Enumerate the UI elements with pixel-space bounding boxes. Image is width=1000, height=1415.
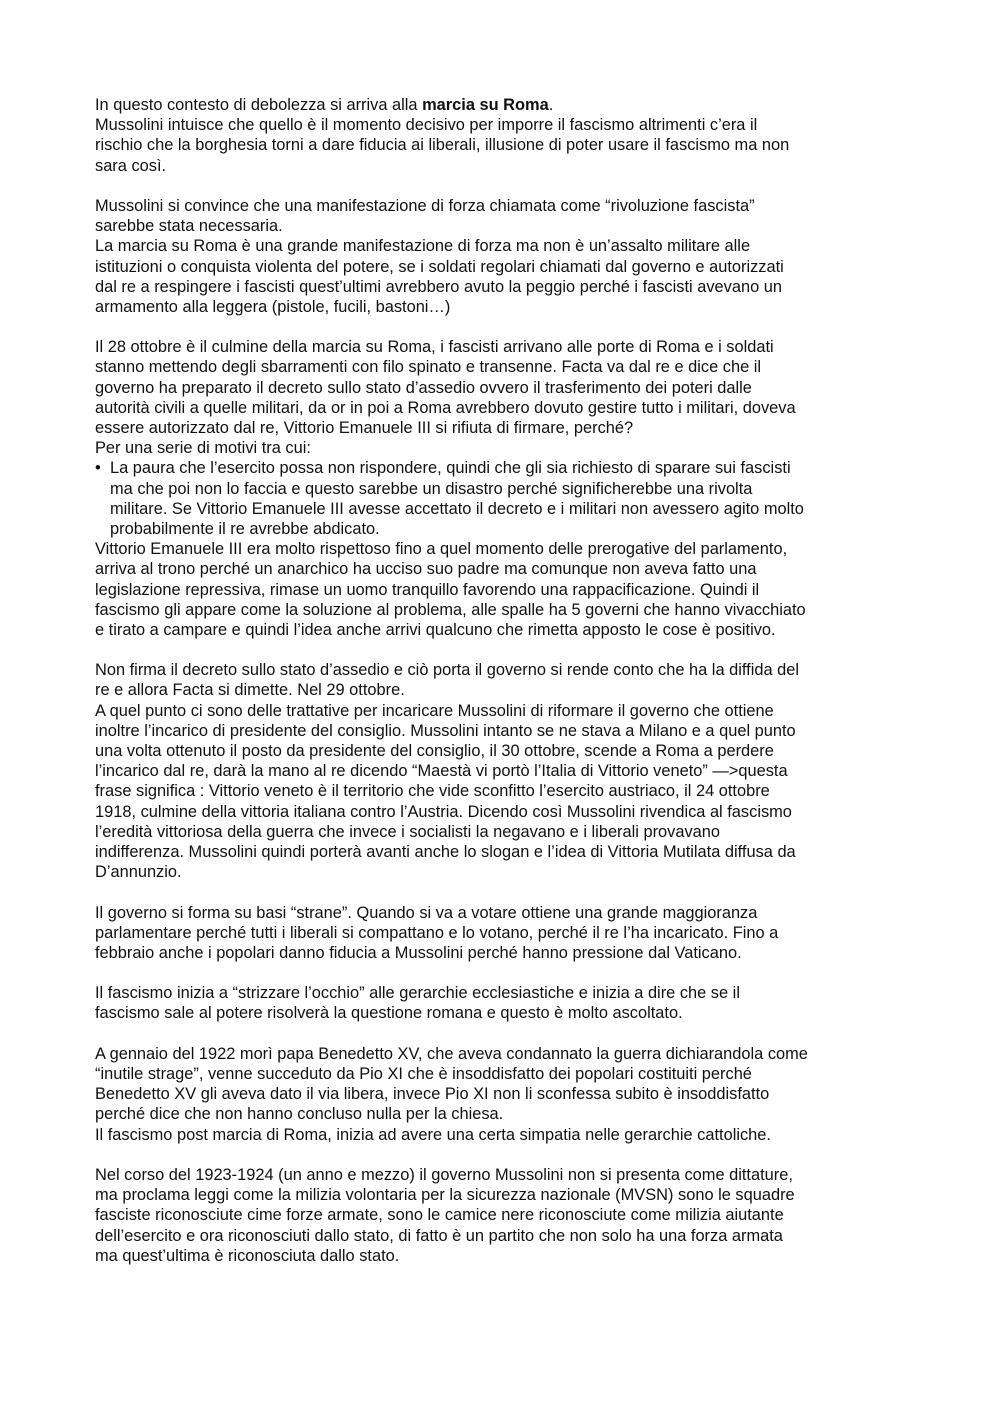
line-text: autorità civili a quelle militari, da or in poi a Roma avrebbero dovuto gestire tutto i militari, doveva (95, 398, 796, 417)
text-line (95, 701, 910, 721)
text-line (95, 1165, 910, 1185)
bullet-continuation-line (95, 519, 910, 539)
line-text: A gennaio del 1922 morì papa Benedetto XV, che aveva condannato la guerra dichiarandola come (95, 1044, 808, 1063)
text-line (95, 559, 910, 579)
text-line (95, 680, 910, 700)
text-line (95, 115, 910, 135)
line-text: Nel corso del 1923-1924 (un anno e mezzo) il governo Mussolini non si presenta come dittature, (95, 1165, 793, 1184)
blank-line (95, 963, 910, 983)
line-text: Vittorio Emanuele III era molto rispettoso fino a quel momento delle prerogative del parlamento, (95, 540, 788, 559)
text-line (95, 196, 910, 216)
text-line (95, 378, 910, 398)
line-text: La paura che l’esercito possa non rispondere, quindi che gli sia richiesto di sparare sui fascisti (110, 459, 791, 478)
line-text: Il fascismo inizia a “strizzare l’occhio” alle gerarchie ecclesiastiche e inizia a dire che se il (95, 984, 740, 1003)
text-line (95, 822, 910, 842)
text-line (95, 257, 910, 277)
line-text: fascismo sale al potere risolverà la questione romana e questo è molto ascoltato. (95, 1004, 683, 1023)
blank-line (95, 1145, 910, 1165)
line-text: fascismo gli appare come la soluzione al problema, alle spalle ha 5 governi che hanno vivacchiato (95, 600, 806, 619)
text-line (95, 1104, 910, 1124)
text-line (95, 842, 910, 862)
line-text: ma che poi non lo faccia e questo sarebbe un disastro perché significherebbe una rivolta (110, 479, 753, 498)
text-line (95, 802, 910, 822)
text-line (95, 1246, 910, 1266)
text-line (95, 1084, 910, 1104)
text-line (95, 1064, 910, 1084)
line-text: Il governo si forma su basi “strane”. Quando si va a votare ottiene una grande maggioranza (95, 903, 758, 922)
line-text: Non firma il decreto sullo stato d’assedio e ciò porta il governo si rende conto che ha la diffida del (95, 661, 799, 680)
line-text: Mussolini intuisce che quello è il momento decisivo per imporre il fascismo altrimenti c’era il (95, 116, 758, 135)
text-line (95, 1003, 910, 1023)
line-text: inoltre l’incarico di presidente del consiglio. Mussolini intanto se ne stava a Milano e a quel punto (95, 721, 796, 740)
line-text: perché dice che non hanno concluso nulla per la chiesa. (95, 1105, 504, 1124)
bullet-continuation-line (95, 499, 910, 519)
line-text: una volta ottenuto il posto da presidente del consiglio, il 30 ottobre, scende a Roma a perdere (95, 742, 774, 760)
text-line (95, 418, 910, 438)
text-line (95, 156, 910, 176)
line-text: Benedetto XV gli aveva dato il via libera, invece Pio XI non li sconfessa subito è insoddisfatto (95, 1085, 770, 1104)
text-line (95, 1044, 910, 1064)
text-line (95, 95, 910, 115)
text-line (95, 337, 910, 357)
line-text: D’annunzio. (95, 863, 182, 882)
text-line (95, 297, 910, 317)
line-text: re e allora Facta si dimette. Nel 29 ottobre. (95, 681, 405, 700)
text-line (95, 357, 910, 377)
text-line (95, 660, 910, 680)
blank-line (95, 176, 910, 196)
line-text: dal re a respingere i fascisti quest’ultimi avrebbero avuto la peggio perché i fascisti avevano un (95, 277, 782, 296)
text-line (95, 903, 910, 923)
text-line (95, 1226, 910, 1246)
line-text: dell’esercito e ora riconosciuti dallo stato, di fatto è un partito che non solo ha una forza armata (95, 1226, 783, 1245)
blank-line (95, 317, 910, 337)
line-text: frase significa : Vittorio veneto è il territorio che vide sconfitto l’esercito austriaco, il 24 ottobre (95, 782, 770, 801)
line-text: arriva al trono perché un anarchico ha ucciso suo padre ma comunque non aveva fatto una (95, 560, 757, 579)
text-line (95, 983, 910, 1003)
blank-line (95, 1024, 910, 1044)
line-text: La marcia su Roma è una grande manifestazione di forza ma non è un’assalto militare alle (95, 237, 751, 256)
blank-line (95, 640, 910, 660)
line-text: “inutile strage”, venne succeduto da Pio XI che è insoddisfatto dei popolari costituiti perché (95, 1065, 752, 1083)
line-text: essere autorizzato dal re, Vittorio Emanuele III si rifiuta di firmare, perché? (95, 419, 634, 437)
line-text: l’incarico dal re, darà la mano al re dicendo “Maestà vi portò l’Italia di Vittorio veneto” —>questa (95, 762, 788, 781)
text-line (95, 135, 910, 155)
line-text: legislazione repressiva, rimase un uomo tranquillo favorendo una rappacificazione. Quindi il (95, 580, 760, 599)
document-body (95, 95, 910, 1266)
line-text-after: . (548, 96, 554, 114)
text-line (95, 923, 910, 943)
text-line (95, 277, 910, 297)
line-text: Mussolini si convince che una manifestazione di forza chiamata come “rivoluzione fascista” (95, 196, 755, 215)
text-line (95, 216, 910, 236)
line-text: istituzioni o conquista violenta del potere, se i soldati regolari chiamati dal governo e autorizzati (95, 257, 784, 276)
line-text: A quel punto ci sono delle trattative per incaricare Mussolini di riformare il governo che ottiene (95, 701, 774, 720)
line-text: parlamentare perché tutti i liberali si compattano e lo votano, perché il re l’ha incaricato. Fino a (95, 923, 779, 942)
line-text: Il 28 ottobre è il culmine della marcia su Roma, i fascisti arrivano alle porte di Roma e i soldati (95, 338, 774, 357)
line-text: ma proclama leggi come la milizia volontaria per la sicurezza nazionale (MVSN) sono le squadre (95, 1186, 795, 1205)
line-text: fasciste riconosciute cime forze armate, sono le camice nere riconosciute come milizia aiutante (95, 1206, 784, 1225)
line-text: febbraio anche i popolari danno fiducia a Mussolini perché hanno pressione dal Vaticano. (95, 943, 742, 962)
bullet-item (95, 458, 910, 478)
line-text: governo ha preparato il decreto sullo stato d’assedio ovvero il trasferimento dei poteri dalle (95, 378, 752, 397)
text-line (95, 438, 910, 458)
text-line (95, 398, 910, 418)
text-line (95, 620, 910, 640)
line-text: Per una serie di motivi tra cui: (95, 439, 311, 458)
bullet-continuation-line (95, 479, 910, 499)
blank-line (95, 882, 910, 902)
line-text: e tirato a campare e quindi l’idea anche arrivi qualcuno che rimetta apposto le cose è positivo. (95, 620, 776, 639)
text-line (95, 539, 910, 559)
text-line (95, 862, 910, 882)
line-text: militare. Se Vittorio Emanuele III avesse accettato il decreto e i militari non avessero agito molto (110, 499, 804, 518)
line-text: In questo contesto di debolezza si arriva alla (95, 96, 423, 114)
bold-text: marcia su Roma (422, 96, 549, 114)
line-text: sara così. (95, 156, 167, 175)
text-line (95, 1185, 910, 1205)
text-line (95, 761, 910, 781)
line-text: Il fascismo post marcia di Roma, inizia ad avere una certa simpatia nelle gerarchie cattoliche. (95, 1125, 771, 1144)
text-line (95, 781, 910, 801)
text-line (95, 236, 910, 256)
bullet-icon: • (95, 459, 101, 478)
line-text: 1918, culmine della vittoria italiana contro l’Austria. Dicendo così Mussolini rivendica al fascismo (95, 802, 792, 821)
text-line (95, 1125, 910, 1145)
line-text: l’eredità vittoriosa della guerra che invece i socialisti la negavano e i liberali provavano (95, 822, 721, 841)
line-text: sarebbe stata necessaria. (95, 217, 283, 236)
line-text: armamento alla leggera (pistole, fucili, bastoni…) (95, 297, 451, 316)
text-line (95, 741, 910, 761)
text-line (95, 721, 910, 741)
line-text: probabilmente il re avrebbe abdicato. (110, 519, 380, 538)
line-text: stanno mettendo degli sbarramenti con filo spinato e transenne. Facta va dal re e dice che il (95, 358, 762, 377)
text-line (95, 1205, 910, 1225)
line-text: indifferenza. Mussolini quindi porterà avanti anche lo slogan e l’idea di Vittoria Mutilata diffusa da (95, 842, 796, 861)
line-text: rischio che la borghesia torni a dare fiducia ai liberali, illusione di poter usare il fascismo ma non (95, 136, 790, 155)
text-line (95, 600, 910, 620)
line-text: ma quest’ultima è riconosciuta dallo stato. (95, 1246, 400, 1265)
text-line (95, 943, 910, 963)
text-line (95, 580, 910, 600)
